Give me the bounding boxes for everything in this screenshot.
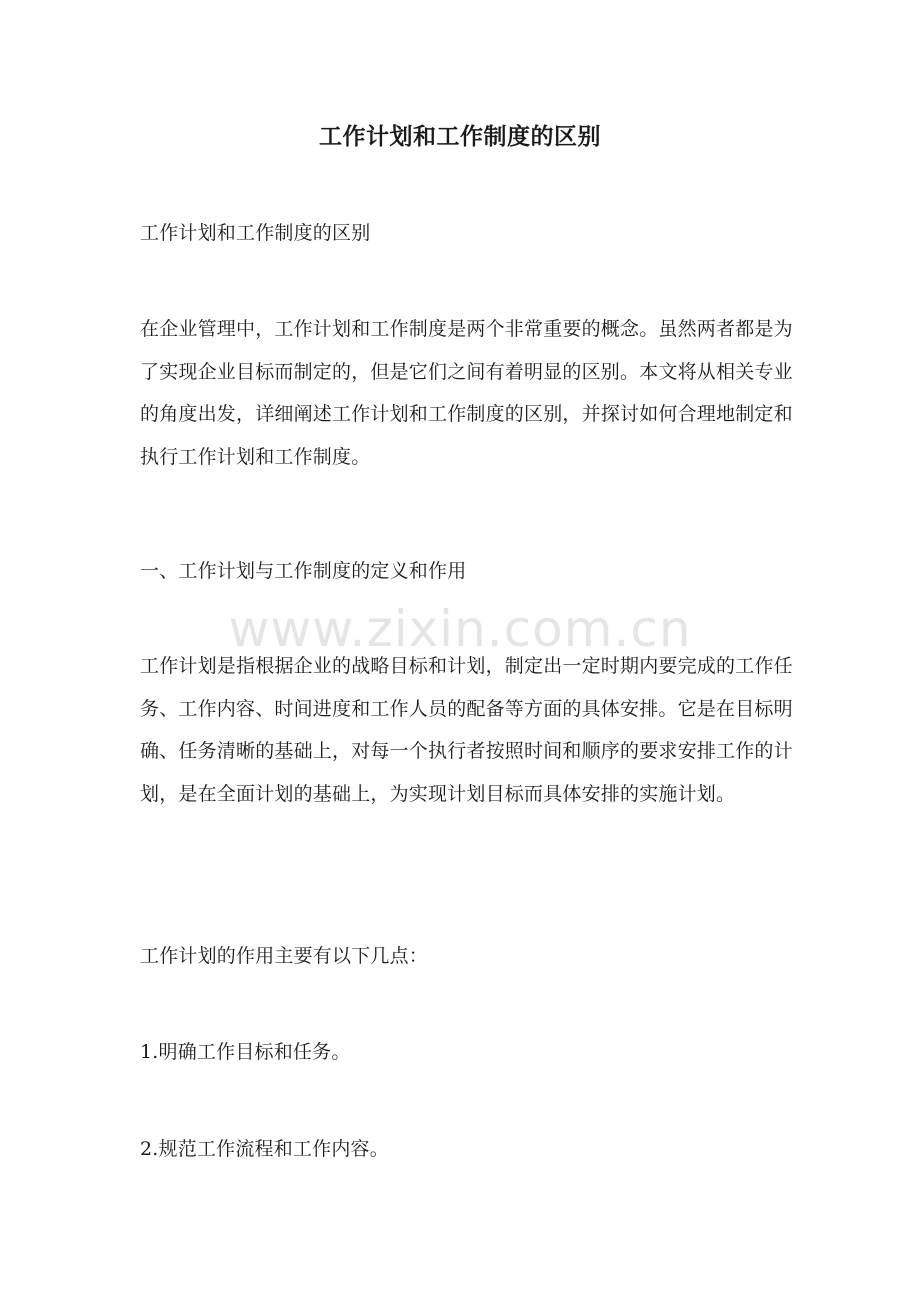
document-subtitle: 工作计划和工作制度的区别 xyxy=(140,222,371,244)
list-item: 1.明确工作目标和任务。 xyxy=(140,1041,351,1063)
list-item: 2.规范工作流程和工作内容。 xyxy=(140,1138,389,1160)
section-heading: 一、工作计划与工作制度的定义和作用 xyxy=(140,560,467,582)
watermark: www.zixin.com.cn xyxy=(228,600,692,658)
document-title: 工作计划和工作制度的区别 xyxy=(319,123,601,150)
intro-paragraph: 在企业管理中，工作计划和工作制度是两个非常重要的概念。虽然两者都是为了实现企业目标而制定的，但是它们之间有着明显的区别。本文将从相关专业的角度出发，详细阐述工作计划和工作制度的区别，并探讨如何合理地制定和执行工作计划和工作制度。 xyxy=(140,318,793,468)
plan-roles-intro: 工作计划的作用主要有以下几点： xyxy=(140,945,429,967)
plan-definition-paragraph: 工作计划是指根据企业的战略目标和计划，制定出一定时期内要完成的工作任务、工作内容、时间进度和工作人员的配备等方面的具体安排。它是在目标明确、任务清晰的基础上，对每一个执行者按照时间和顺序的要求安排工作的计划，是在全面计划的基础上，为实现计划目标而具体安排的实施计划。 xyxy=(140,655,793,805)
